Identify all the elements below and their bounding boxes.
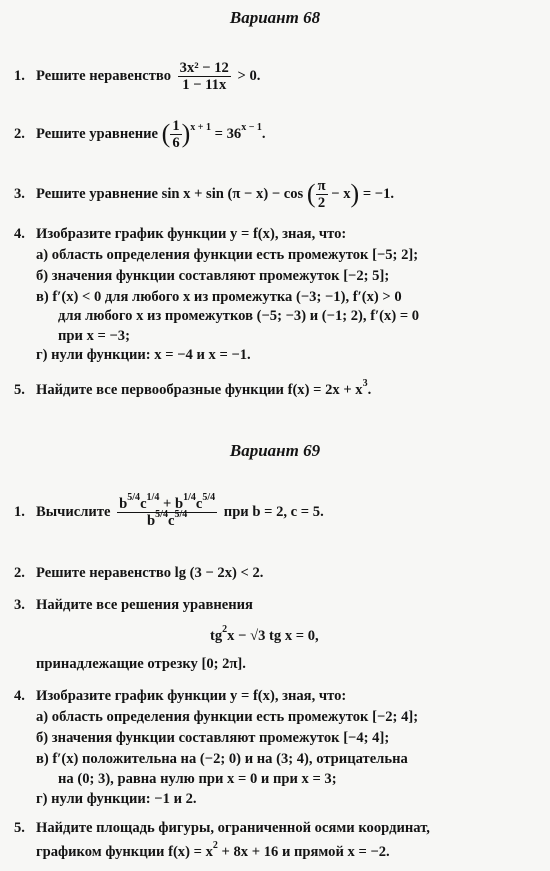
v68-p2-fraction: $\frac{1}{6}$ (172, 118, 180, 151)
v69-p3-equation: $tg^2x - √3$ tg x = 0, (210, 624, 319, 644)
v68-p4-c2: для любого x из промежутков (−5; −3) и (−1; 2), f′(x) = 0 (58, 308, 420, 324)
variant-68-title: Вариант 68 (229, 8, 321, 27)
v68-problem-2: 2. Решите уравнение ( $\frac{1}{6}$ )$^{x + 1} = 36^{x - 1}$. (14, 118, 266, 151)
v69-p4-c2: на (0; 3), равна нулю при x = 0 и при x = 3; (58, 771, 337, 787)
v69-p4-b: б) значения функции составляют промежуток [−4; 4]; (36, 730, 390, 746)
v68-problem-3: 3. Решите уравнение sin x + sin (π − x) − cos ( $\frac{\pi}{2}$ − x) = −1. (14, 178, 395, 211)
v69-problem-1: 1. Вычислите $\frac{b^{5/4}c^{1/4} + b^{1/4}c^{5/4}}{b^{5/4}c^{5/4}}$ при b = 2, c = 5. (14, 492, 324, 529)
v68-problem-5: 5. Найдите все первообразные функции $f(x) = 2x + x^3$. (14, 378, 372, 398)
v68-p4-d: г) нули функции: x = −4 и x = −1. (36, 347, 251, 363)
variant-69-title: Вариант 69 (229, 441, 321, 460)
v69-problem-3: 3. Найдите все решения уравнения (14, 597, 253, 613)
v68-problem-4: 4. Изобразите график функции y = f(x), зная, что: (14, 226, 347, 242)
v68-p1-fraction: $\frac{\text{3x² − 12}}{1 - 11x}$ (179, 60, 229, 93)
v68-p4-b: б) значения функции составляют промежуток [−2; 5]; (36, 268, 390, 284)
v68-p4-c1: в) f′(x) < 0 для любого x из промежутка (−3; −1), f′(x) > 0 (36, 289, 402, 305)
v69-p4-c1: в) f′(x) положительна на (−2; 0) и на (3; 4), отрицательна (36, 751, 408, 767)
v69-p1-fraction: $\frac{b^{5/4}c^{1/4} + b^{1/4}c^{5/4}}{b^{5/4}c^{5/4}}$ (119, 492, 216, 529)
v68-p4-a: а) область определения функции есть промежуток [−5; 2]; (36, 247, 419, 263)
v69-p5-line2: графиком функции $f(x) = x^2 + 8x + 16$ и прямой x = −2. (36, 840, 390, 860)
v69-problem-4: 4. Изобразите график функции y = f(x), зная, что: (14, 688, 347, 704)
v68-p4-c3: при x = −3; (58, 328, 130, 344)
v69-problem-5: 5. Найдите площадь фигуры, ограниченной осями координат, (14, 820, 430, 836)
v68-p3-fraction: $\frac{\pi}{2}$ (317, 178, 326, 211)
v69-p3-after: принадлежащие отрезку [0; 2π]. (36, 656, 246, 672)
v69-problem-2: 2. Решите неравенство lg (3 − 2x) < 2. (14, 565, 264, 581)
v68-problem-1: 1. Решите неравенство $\frac{\text{3x² − 12}}{1 - 11x}$ > 0. (14, 60, 261, 93)
v69-p4-a: а) область определения функции есть промежуток [−2; 4]; (36, 709, 419, 725)
v69-p4-d: г) нули функции: −1 и 2. (36, 791, 197, 807)
